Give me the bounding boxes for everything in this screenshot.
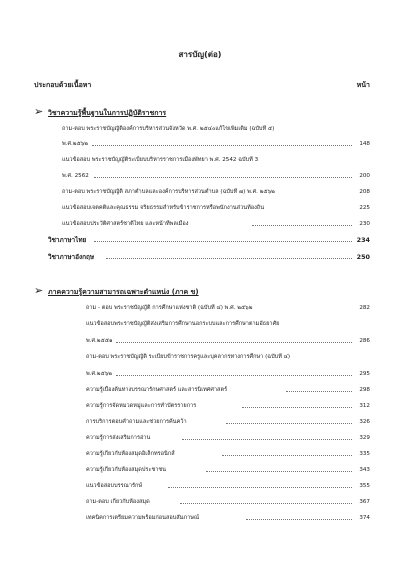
toc-row[interactable]: พ.ศ.๒๕๖๒ 148 (62, 141, 370, 147)
toc-row[interactable]: การบริการตอบคำถามและช่วยการค้นคว้า 326 (86, 419, 370, 425)
section-heading-1: ➢ วิชาความรู้พื้นฐานในการปฏิบัติราชการ (34, 105, 167, 118)
toc-row[interactable]: ถาม-ตอบ พระราชบัญญัติ สภาตำบลและองค์การบริหารส่วนตำบล (ฉบับที่ ๗) พ.ศ. ๒๕๖๒ 208 (62, 189, 370, 195)
toc-row[interactable]: ความรู้เกี่ยวกับห้องสมุดอิเล็กทรอนิกส์ 335 (86, 451, 370, 457)
toc-row[interactable]: แนวข้อสอบประวัติศาสตร์ชาติไทย และหน้าที่พลเมือง 230 (62, 221, 370, 227)
toc-row[interactable]: ถาม-ตอบ เกี่ยวกับห้องสมุด 367 (86, 499, 370, 505)
page-title: สารบัญ(ต่อ) (178, 50, 222, 59)
toc-row[interactable]: ถาม-ตอบ พระราชบัญญัติองค์การบริหารส่วนจังหวัด พ.ศ. ๒๕๔๐แก้ไขเพิ่มเติม (ฉบับที่ ๕) (62, 126, 275, 132)
toc-row[interactable]: แนวข้อสอบบรรณารักษ์ 355 (86, 483, 370, 489)
toc-row[interactable]: แนวข้อสอบพระราชบัญญัติส่งเสริมการศึกษานอกระบบและการศึกษาตามอัธยาศัย (86, 321, 280, 327)
toc-row[interactable]: แนวข้อสอบเจตคติและคุณธรรม จริยธรรมสำหรับข้าราชการหรือพนักงานส่วนท้องถิ่น 225 (62, 205, 370, 211)
toc-row[interactable]: ถาม - ตอบ พระราชบัญญัติ การศึกษาแห่งชาติ (ฉบับที่ ๔) พ.ศ. ๒๕๖๒ 282 (86, 305, 370, 311)
toc-row-subject[interactable]: วิชาภาษาอังกฤษ 250 (48, 253, 370, 261)
toc-row[interactable]: พ.ศ.๒๕๖๒ 295 (86, 371, 370, 377)
toc-row[interactable]: ความรู้เกี่ยวกับห้องสมุดประชาชน 343 (86, 467, 370, 473)
toc-row-subject[interactable]: วิชาภาษาไทย 234 (48, 236, 370, 244)
page-column-label: หน้า (356, 81, 370, 89)
toc-row[interactable]: แนวข้อสอบ พระราชบัญญัติระเบียบบริหารราชการเมืองพัทยา พ.ศ. 2542 ฉบับที่ 3 (62, 157, 259, 163)
arrow-bullet-icon: ➢ (34, 284, 44, 297)
toc-row[interactable]: ความรู้การจัดหมวดหมู่และการทำบัตรรายการ 312 (86, 403, 370, 409)
toc-row[interactable]: ความรู้การส่งเสริมการอ่าน 329 (86, 435, 370, 441)
toc-row[interactable]: ถาม-ตอบ พระราชบัญญัติ ระเบียบข้าราชการครูและบุคลากรทางการศึกษา (ฉบับที่ ๔) (86, 354, 291, 360)
section-heading-2: ➢ ภาคความรู้ความสามารถเฉพาะตำแหน่ง (ภาค ข) (34, 284, 199, 297)
toc-row[interactable]: เทคนิคการเตรียมความพร้อมก่อนสอบสัมภาษณ์ 374 (86, 515, 370, 521)
contents-column-label: ประกอบด้วยเนื้อหา (34, 81, 92, 89)
toc-row[interactable]: ความรู้เบื้องต้นทางบรรณารักษศาสตร์ และสารนิเทศศาสตร์ 298 (86, 387, 370, 393)
toc-header (34, 80, 370, 91)
toc-row[interactable]: พ.ศ. 2562 200 (62, 173, 370, 179)
toc-row[interactable]: พ.ศ.๒๕๕๑ 286 (86, 338, 370, 344)
arrow-bullet-icon: ➢ (34, 105, 44, 118)
